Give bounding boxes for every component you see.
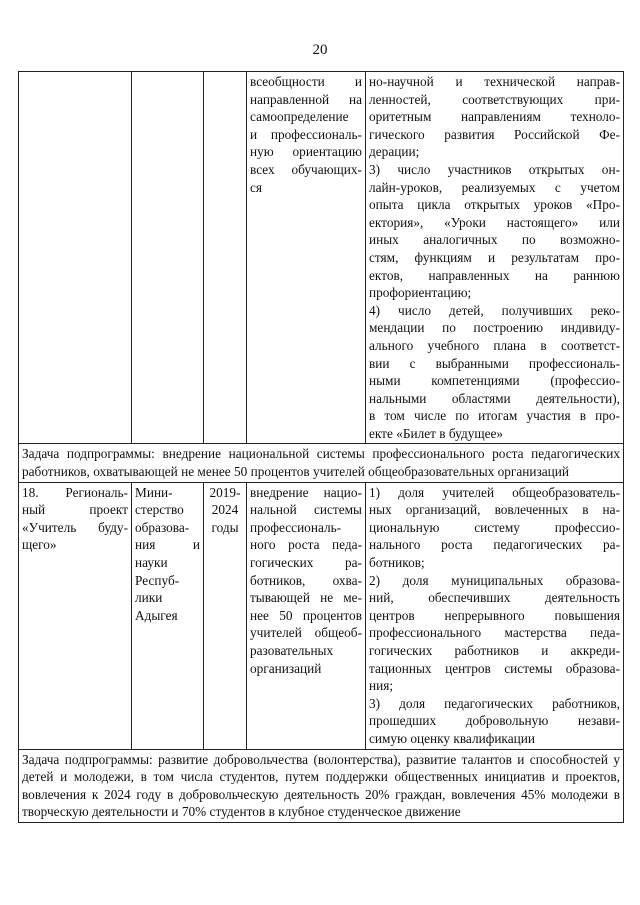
program-table	[18, 71, 624, 823]
text-line: ных организаций, вовлеченных в на-	[369, 502, 620, 518]
text-line: нальными областями деятельности),	[369, 390, 620, 406]
cell-goal-18	[247, 482, 366, 749]
text-line: гогических работников и аккреди-	[369, 643, 620, 658]
text-line: организаций	[250, 660, 322, 676]
cell-executor-empty	[132, 72, 204, 444]
text-line: ботников, охва-	[250, 572, 362, 588]
text-line: направленной на	[250, 91, 362, 107]
text-line: тывающей не ме-	[250, 590, 362, 606]
text-line: 2019-	[209, 484, 241, 500]
text-line: опыта цикла открытых уроков «Про-	[369, 197, 620, 213]
text-line: центров непрерывного повышения	[369, 607, 620, 623]
text-line: и профессиональ-	[250, 126, 362, 142]
text-line: дерации;	[369, 144, 420, 160]
cell-indicators-continuation	[366, 72, 624, 444]
text-line: ную ориентацию	[250, 144, 362, 160]
text-line: ния и	[135, 537, 200, 553]
text-line: науки	[135, 555, 168, 571]
text-line: 2024	[211, 502, 239, 518]
text-line: в том числе по итогам участия в про-	[369, 408, 620, 424]
text-line: профессиональ-	[250, 519, 342, 535]
text-line: ния;	[369, 678, 394, 694]
text-line: разовательных	[250, 643, 334, 658]
text-line: Респуб-	[135, 572, 180, 588]
text-line: гогических ра-	[250, 555, 362, 571]
text-line: ального учебного плана в соответст-	[369, 337, 620, 353]
text-line: самоопределение	[250, 109, 349, 125]
text-line: лики	[135, 590, 163, 606]
cell-indicators-18	[366, 482, 624, 749]
text-line: вии с выбранными профессиональ-	[369, 355, 620, 371]
text-line: мендации по построению индивиду-	[369, 320, 620, 336]
text-line: 3) доля педагогических работников,	[369, 695, 620, 711]
text-line: ний, обеспечивших деятельность	[369, 590, 620, 606]
text-line: 1) доля учителей общеобразователь-	[369, 484, 620, 500]
text-line: годы	[211, 519, 239, 535]
text-line: оритетным направлениям техноло-	[369, 109, 620, 125]
text-line: гического развития Российской Фе-	[369, 126, 620, 142]
table-row-project-18	[19, 482, 624, 749]
text-line: иных аналогичных по возможно-	[369, 232, 620, 248]
text-line: профессионального мастерства педа-	[369, 625, 620, 641]
cell-project-18	[19, 482, 132, 749]
cell-project-empty	[19, 72, 132, 444]
text-line: ленностей, соответствующих при-	[369, 91, 620, 107]
cell-goal-continuation	[247, 72, 366, 444]
text-line: ными компетенциями (профессио-	[369, 373, 620, 389]
text-line: ектов, направленных на раннюю	[369, 267, 620, 283]
text-line: прошедших добровольную незави-	[369, 713, 620, 729]
text-line: стям, функциям и результатам про-	[369, 249, 620, 265]
text-line: 18. Региональ-	[22, 484, 128, 500]
subprogram-task-1: Задача подпрограммы: внедрение национальной системы профессионального роста педагогических работников, охватывающей не менее 50 процентов учителей общеобразовательных организаций	[19, 444, 624, 482]
text-line: 3) число участников открытых он-	[369, 161, 620, 177]
text-line: внедрение нацио-	[250, 484, 362, 500]
text-line: екте «Билет в будущее»	[369, 425, 504, 441]
text-line: лайн-уроков, реализуемых с учетом	[369, 179, 620, 195]
text-line: тационных центров системы образова-	[369, 660, 620, 676]
text-line: 4) число детей, получивших реко-	[369, 302, 620, 318]
text-line: всех обучающих-	[250, 161, 362, 177]
text-line: «Учитель буду-	[22, 519, 128, 535]
text-line: профориентацию;	[369, 285, 472, 301]
cell-term-18	[204, 482, 247, 749]
text-line: ного роста педа-	[250, 537, 362, 553]
text-line: нальной системы	[250, 502, 362, 518]
table-row-continuation	[19, 72, 624, 444]
text-line: Мини-	[135, 484, 173, 500]
subprogram-task-2: Задача подпрограммы: развитие добровольчества (волонтерства), развитие талантов и способностей у детей и молодежи, в том числа студентов, путем поддержки общественных инициатив и проектов, вовлечения к 2024 году в добровольческую деятельность 20% граждан, вовлечения 45% молодежи в творческую деятельности и 70% студентов в клубное студенческое движение	[19, 749, 624, 822]
text-line: циональную систему профессио-	[369, 519, 620, 535]
text-line: ектория», «Уроки настоящего» или	[369, 214, 620, 230]
text-line: учителей общеоб-	[250, 625, 362, 641]
cell-executor-18	[132, 482, 204, 749]
page-number: 20	[312, 42, 328, 58]
text-line: щего»	[22, 537, 57, 553]
text-line: ный проект	[22, 502, 128, 518]
text-line: всеобщности и	[250, 74, 362, 89]
text-line: стерство	[135, 502, 184, 518]
text-line: 2) доля муниципальных образова-	[369, 572, 620, 588]
text-line: ся	[250, 179, 263, 195]
text-line: нального роста педагогических ра-	[369, 537, 620, 553]
text-line: ботников;	[369, 555, 425, 571]
text-line: но-научной и технической направ-	[369, 74, 620, 89]
table-row-task-1	[19, 444, 624, 482]
text-line: Адыгея	[135, 607, 178, 623]
text-line: симую оценку квалификации	[369, 730, 535, 746]
text-line: нее 50 процентов	[250, 607, 362, 623]
table-row-task-2	[19, 749, 624, 822]
text-line: образова-	[135, 519, 190, 535]
cell-term-empty	[204, 72, 247, 444]
